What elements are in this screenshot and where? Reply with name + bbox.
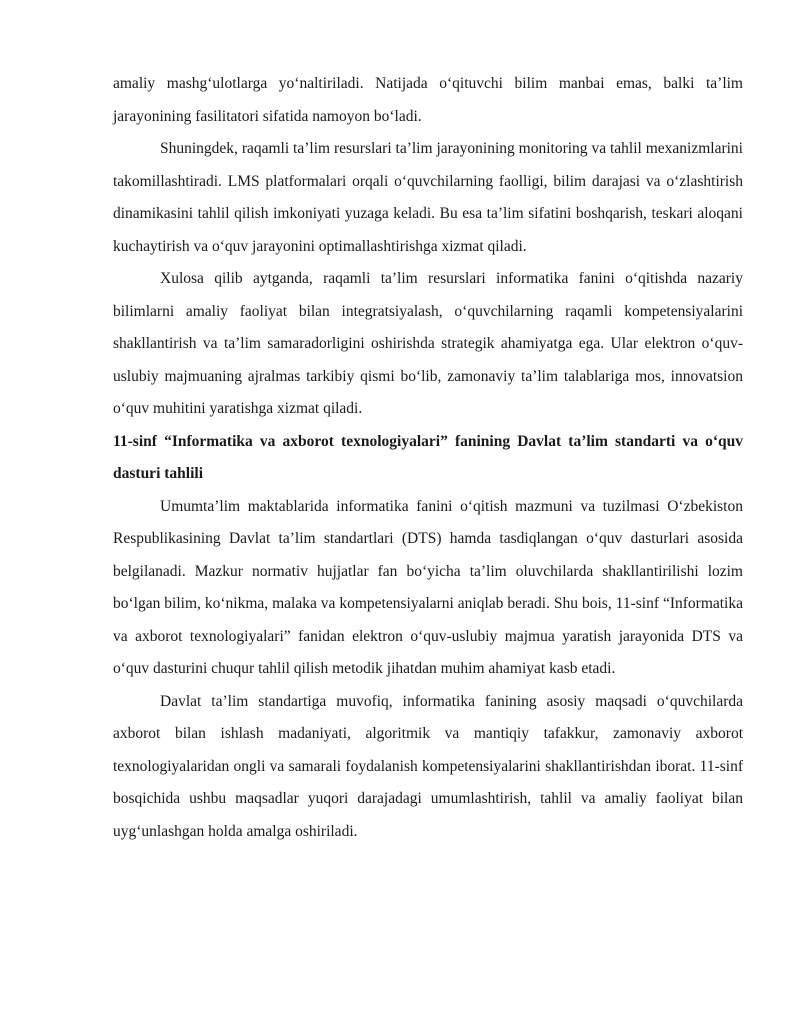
document-body: [113, 68, 743, 848]
paragraph-dts-overview: Umumta’lim maktablarida informatika fanini o‘qitish mazmuni va tuzilmasi O‘zbekiston Respublikasining Davlat ta’lim standartlari (DTS) hamda tasdiqlangan o‘quv dasturlari asosida belgilanadi. Mazkur normativ hujjatlar fan bo‘yicha ta’lim oluvchilarda shakllantirilishi lozim bo‘lgan bilim, ko‘nikma, malaka va kompetensiyalarni aniqlab beradi. Shu bois, 11-sinf “Informatika va axborot texnologiyalari” fanidan elektron o‘quv-uslubiy majmua yaratish jarayonida DTS va o‘quv dasturini chuqur tahlil qilish metodik jihatdan muhim ahamiyat kasb etadi.: [113, 497, 743, 677]
paragraph-digital-resources-monitoring: Shuningdek, raqamli ta’lim resurslari ta’lim jarayonining monitoring va tahlil mexanizmlarini takomillashtiradi. LMS platformalari orqali o‘quvchilarning faolligi, bilim darajasi va o‘zlashtirish dinamikasini tahlil qilish imkoniyati yuzaga keladi. Bu esa ta’lim sifatini boshqarish, teskari aloqani kuchaytirish va o‘quv jarayonini optimallashtirishga xizmat qiladi.: [113, 140, 743, 255]
paragraph-continuation: amaliy mashg‘ulotlarga yo‘naltiriladi. Natijada o‘qituvchi bilim manbai emas, balki ta’lim jarayonining fasilitatori sifatida namoyon bo‘ladi.: [113, 75, 743, 125]
paragraph-conclusion: Xulosa qilib aytganda, raqamli ta’lim resurslari informatika fanini o‘qitishda nazariy bilimlarni amaliy faoliyat bilan integratsiyalash, o‘quvchilarning raqamli kompetensiyalarini shakllantirish va ta’lim samaradorligini oshirishda strategik ahamiyatga ega. Ular elektron o‘quv-uslubiy majmuaning ajralmas tarkibiy qismi bo‘lib, zamonaviy ta’lim talablariga mos, innovatsion o‘quv muhitini yaratishga xizmat qiladi.: [113, 270, 743, 417]
paragraph-dts-goals: Davlat ta’lim standartiga muvofiq, informatika fanining asosiy maqsadi o‘quvchilarda axborot bilan ishlash madaniyati, algoritmik va mantiqiy tafakkur, zamonaviy axborot texnologiyalaridan ongli va samarali foydalanish kompetensiyalarini shakllantirishdan iborat. 11-sinf bosqichida ushbu maqsadlar yuqori darajadagi umumlashtirish, tahlil va amaliy faoliyat bilan uyg‘unlashgan holda amalga oshiriladi.: [113, 692, 743, 840]
section-heading: 11-sinf “Informatika va axborot texnologiyalari” fanining Davlat ta’lim standarti va o‘quv dasturi tahlili: [113, 432, 743, 482]
